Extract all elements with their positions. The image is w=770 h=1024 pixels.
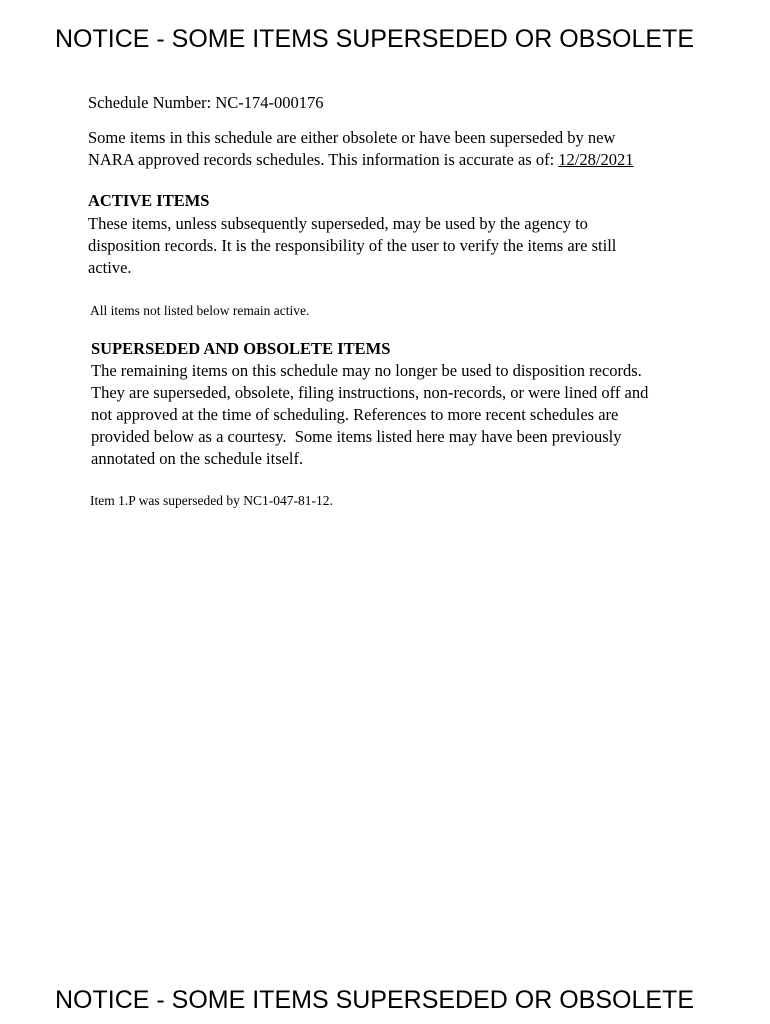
remain-active-note: All items not listed below remain active. [90, 303, 310, 318]
intro-line-text: NARA approved records schedules. This information is accurate as of: [88, 150, 559, 169]
superseded-items-heading: SUPERSEDED AND OBSOLETE ITEMS [91, 339, 391, 358]
accuracy-date: 12/28/2021 [558, 150, 634, 169]
superseded-items-line: provided below as a courtesy. Some items listed here may have been previously [91, 427, 622, 446]
superseded-items-line: The remaining items on this schedule may no longer be used to disposition records. [91, 361, 642, 380]
superseded-items-line: not approved at the time of scheduling. References to more recent schedules are [91, 405, 619, 424]
notice-banner-top: NOTICE - SOME ITEMS SUPERSEDED OR OBSOLETE [55, 25, 694, 53]
intro-line: Some items in this schedule are either obsolete or have been superseded by new [88, 128, 616, 147]
active-items-heading: ACTIVE ITEMS [88, 191, 210, 210]
intro-paragraph [88, 127, 633, 171]
superseded-item-note: Item 1.P was superseded by NC1-047-81-12. [90, 493, 333, 508]
superseded-items-line: annotated on the schedule itself. [91, 449, 304, 468]
active-items-paragraph [88, 213, 616, 279]
active-items-line: These items, unless subsequently superseded, may be used by the agency to [88, 214, 588, 233]
superseded-items-paragraph [91, 360, 648, 470]
schedule-number: Schedule Number: NC-174-000176 [88, 93, 324, 112]
superseded-items-line: They are superseded, obsolete, filing instructions, non-records, or were lined off and [91, 383, 649, 402]
active-items-line: active. [88, 258, 132, 277]
intro-line [88, 149, 633, 171]
notice-banner-bottom: NOTICE - SOME ITEMS SUPERSEDED OR OBSOLETE [55, 986, 694, 1014]
active-items-line: disposition records. It is the responsibility of the user to verify the items are still [88, 236, 617, 255]
